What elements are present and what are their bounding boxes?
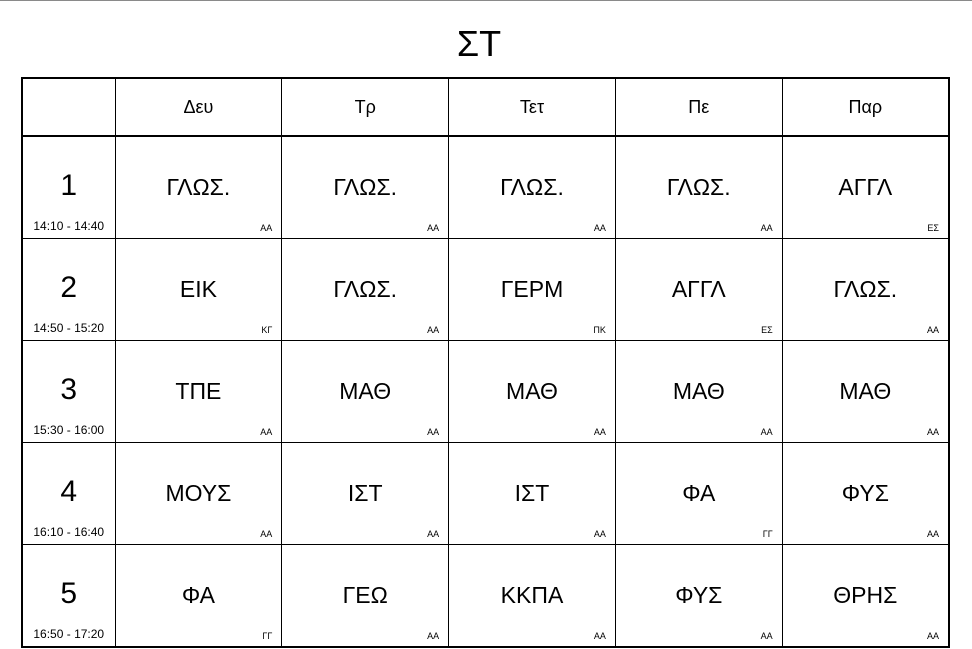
lesson-teacher: ΚΓ <box>261 325 273 335</box>
period-row <box>22 341 949 443</box>
period-number: 2 <box>60 271 78 304</box>
lesson-teacher: ΑΑ <box>760 427 773 437</box>
lesson-cell <box>449 443 616 545</box>
period-time: 14:10 - 14:40 <box>33 219 105 233</box>
lesson-teacher: ΑΑ <box>427 325 440 335</box>
lesson-teacher: ΑΑ <box>760 631 773 641</box>
lesson-cell <box>615 545 782 648</box>
lesson-subject: ΦΑ <box>682 480 716 506</box>
lesson-teacher: ΑΑ <box>260 427 273 437</box>
lesson-cell <box>282 239 449 341</box>
lesson-teacher: ΑΑ <box>427 529 440 539</box>
lesson-cell <box>115 239 282 341</box>
period-cell <box>22 443 115 545</box>
lesson-teacher: ΑΑ <box>260 223 273 233</box>
lesson-subject: ΓΕΡΜ <box>500 276 564 302</box>
lesson-cell <box>449 545 616 648</box>
lesson-subject: ΦΑ <box>181 582 215 608</box>
lesson-teacher: ΑΑ <box>427 223 440 233</box>
period-cell <box>22 239 115 341</box>
day-header: Δευ <box>115 78 282 136</box>
period-number: 3 <box>60 373 78 406</box>
lesson-teacher: ΠΚ <box>593 325 606 335</box>
lesson-teacher: ΑΑ <box>926 427 939 437</box>
corner-cell <box>22 78 115 136</box>
lesson-teacher: ΕΣ <box>927 223 939 233</box>
lesson-subject: ΙΣΤ <box>514 480 550 506</box>
period-time: 16:50 - 17:20 <box>33 627 105 641</box>
lesson-subject: ΕΙΚ <box>179 276 217 302</box>
page-title: ΣΤ <box>456 23 502 64</box>
lesson-cell <box>282 341 449 443</box>
period-row <box>22 239 949 341</box>
lesson-subject: ΤΠΕ <box>175 378 222 404</box>
lesson-teacher: ΑΑ <box>593 529 606 539</box>
lesson-cell <box>115 545 282 648</box>
lesson-teacher: ΑΑ <box>593 631 606 641</box>
lesson-subject: ΓΕΩ <box>342 582 388 608</box>
lesson-subject: ΜΑΘ <box>506 378 558 404</box>
lesson-cell <box>782 136 949 239</box>
lesson-subject: ΓΛΩΣ. <box>666 174 731 200</box>
period-cell <box>22 341 115 443</box>
header-row <box>22 78 949 136</box>
day-header: Παρ <box>782 78 949 136</box>
period-number: 1 <box>60 169 78 202</box>
period-number: 4 <box>60 475 78 508</box>
lesson-cell <box>282 545 449 648</box>
day-header: Τρ <box>282 78 449 136</box>
lesson-subject: ΜΟΥΣ <box>165 480 232 506</box>
lesson-subject: ΦΥΣ <box>675 582 723 608</box>
lesson-teacher: ΕΣ <box>761 325 773 335</box>
period-time: 14:50 - 15:20 <box>33 321 105 335</box>
lesson-subject: ΜΑΘ <box>339 378 392 404</box>
lesson-cell <box>115 136 282 239</box>
lesson-subject: ΚΚΠΑ <box>500 582 564 608</box>
lesson-teacher: ΑΑ <box>427 631 440 641</box>
lesson-teacher: ΑΑ <box>926 325 939 335</box>
lesson-subject: ΑΓΓΛ <box>838 174 893 200</box>
lesson-teacher: ΑΑ <box>760 223 773 233</box>
lesson-cell <box>282 443 449 545</box>
lesson-cell <box>615 443 782 545</box>
lesson-cell <box>615 341 782 443</box>
lesson-cell <box>449 341 616 443</box>
lesson-subject: ΜΑΘ <box>839 378 892 404</box>
lesson-teacher: ΑΑ <box>926 631 939 641</box>
lesson-teacher: ΑΑ <box>593 223 606 233</box>
lesson-teacher: ΓΓ <box>262 631 273 641</box>
lesson-subject: ΦΥΣ <box>841 480 889 506</box>
lesson-teacher: ΑΑ <box>427 427 440 437</box>
lesson-subject: ΓΛΩΣ. <box>166 174 231 200</box>
day-header: Τετ <box>449 78 616 136</box>
timetable <box>21 77 950 648</box>
lesson-cell <box>782 239 949 341</box>
lesson-teacher: ΑΑ <box>593 427 606 437</box>
lesson-cell <box>115 341 282 443</box>
lesson-cell <box>615 239 782 341</box>
lesson-subject: ΜΑΘ <box>672 378 725 404</box>
period-row <box>22 443 949 545</box>
lesson-cell <box>282 136 449 239</box>
lesson-cell <box>615 136 782 239</box>
lesson-cell <box>782 341 949 443</box>
period-row <box>22 545 949 648</box>
lesson-teacher: ΑΑ <box>926 529 939 539</box>
lesson-teacher: ΑΑ <box>260 529 273 539</box>
lesson-subject: ΑΓΓΛ <box>671 276 726 302</box>
lesson-subject: ΓΛΩΣ. <box>833 276 898 302</box>
lesson-subject: ΙΣΤ <box>347 480 383 506</box>
top-border <box>0 0 972 1</box>
lesson-cell <box>449 239 616 341</box>
lesson-subject: ΓΛΩΣ. <box>500 174 564 200</box>
period-row <box>22 136 949 239</box>
lesson-teacher: ΓΓ <box>762 529 773 539</box>
period-cell <box>22 545 115 648</box>
period-time: 15:30 - 16:00 <box>33 423 105 437</box>
period-time: 16:10 - 16:40 <box>33 525 105 539</box>
lesson-subject: ΓΛΩΣ. <box>333 276 398 302</box>
lesson-cell <box>782 443 949 545</box>
lesson-cell <box>449 136 616 239</box>
day-header: Πε <box>615 78 782 136</box>
period-number: 5 <box>60 577 78 610</box>
lesson-cell <box>782 545 949 648</box>
lesson-subject: ΓΛΩΣ. <box>333 174 398 200</box>
period-cell <box>22 136 115 239</box>
lesson-subject: ΘΡΗΣ <box>833 582 898 608</box>
lesson-cell <box>115 443 282 545</box>
